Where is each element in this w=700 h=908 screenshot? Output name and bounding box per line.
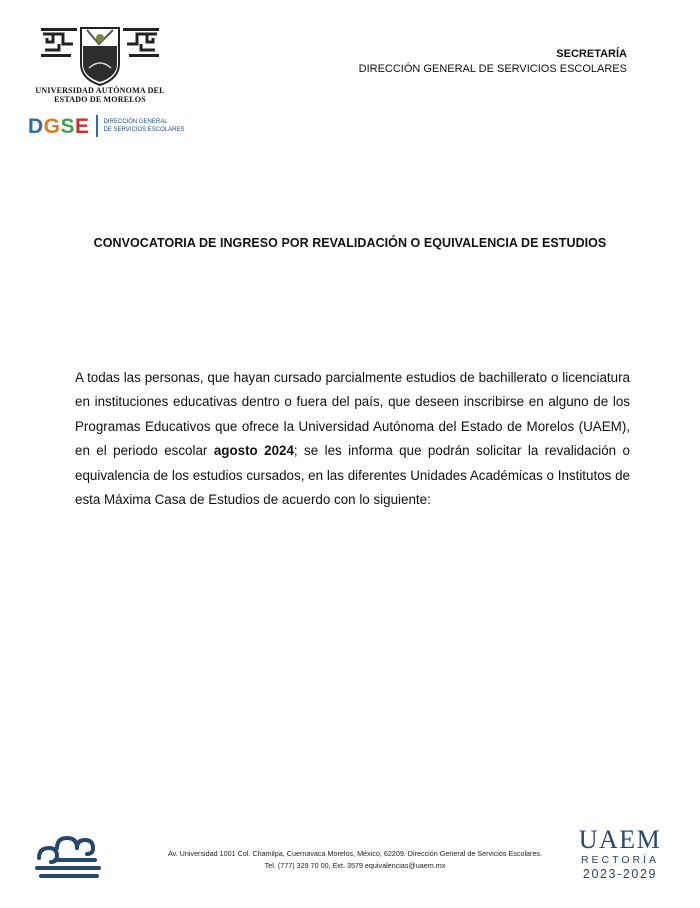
dgse-letter-g: G: [43, 114, 61, 138]
rectoria-years: 2023-2029: [582, 867, 658, 881]
uaem-rectoria-logo: [575, 826, 665, 881]
dgse-letter-s: S: [60, 114, 76, 138]
uaem-crest-icon: [39, 24, 161, 86]
university-name-line2: ESTADO DE MORELOS: [54, 95, 146, 104]
secretaria-heading: SECRETARÍA: [556, 48, 627, 60]
university-name: [34, 86, 166, 104]
uaem-wordmark: UAEM: [578, 825, 662, 854]
dgse-letter-d: D: [28, 114, 44, 138]
header-office: [359, 47, 627, 77]
dgse-subtitle-line1: DIRECCIÓN GENERAL: [103, 119, 168, 125]
university-name-line1: UNIVERSIDAD AUTÓNOMA DEL: [35, 86, 165, 95]
paragraph-bold-period: agosto 2024: [213, 443, 294, 459]
dgse-subtitle: [104, 118, 185, 134]
dgse-divider: [96, 115, 98, 137]
paragraph-part2: ; se les informa que podrán solicitar la revalidación o equivalencia de los estudios cursados, en las diferentes Unidades Académicas o Institutos de esta Máxima Casa de Estudios de acuerdo con lo siguiente:: [75, 443, 630, 508]
dgse-subtitle-line2: DE SERVICIOS ESCOLARES: [103, 127, 185, 133]
footer-address-line1: Av. Universidad 1001 Col. Chamilpa, Cuernavaca Morelos, México, 62209. Dirección General de Servicios Escolares.: [167, 849, 543, 858]
rectoria-label: RECTORÍA: [580, 854, 660, 866]
dgse-logo: [28, 113, 228, 139]
document-title: CONVOCATORIA DE INGRESO POR REVALIDACIÓN O EQUIVALENCIA DE ESTUDIOS: [93, 236, 607, 250]
dgse-letter-e: E: [75, 114, 90, 138]
dgse-letters: [28, 116, 90, 137]
intro-paragraph: [75, 366, 630, 512]
direccion-heading: DIRECCIÓN GENERAL DE SERVICIOS ESCOLARES: [358, 63, 627, 75]
paragraph-part1: A todas las personas, que hayan cursado parcialmente estudios de bachillerato o licenciatura en instituciones educativas dentro o fuera del país, que deseen inscribirse en alguno de los Programas Educativos que ofrece la Universidad Autónoma del Estado de Morelos (UAEM), en el periodo escolar: [75, 370, 630, 459]
footer-contact-line: Tel. (777) 329 70 00, Ext. 3579 equivalencias@uaem.mx: [264, 861, 446, 870]
